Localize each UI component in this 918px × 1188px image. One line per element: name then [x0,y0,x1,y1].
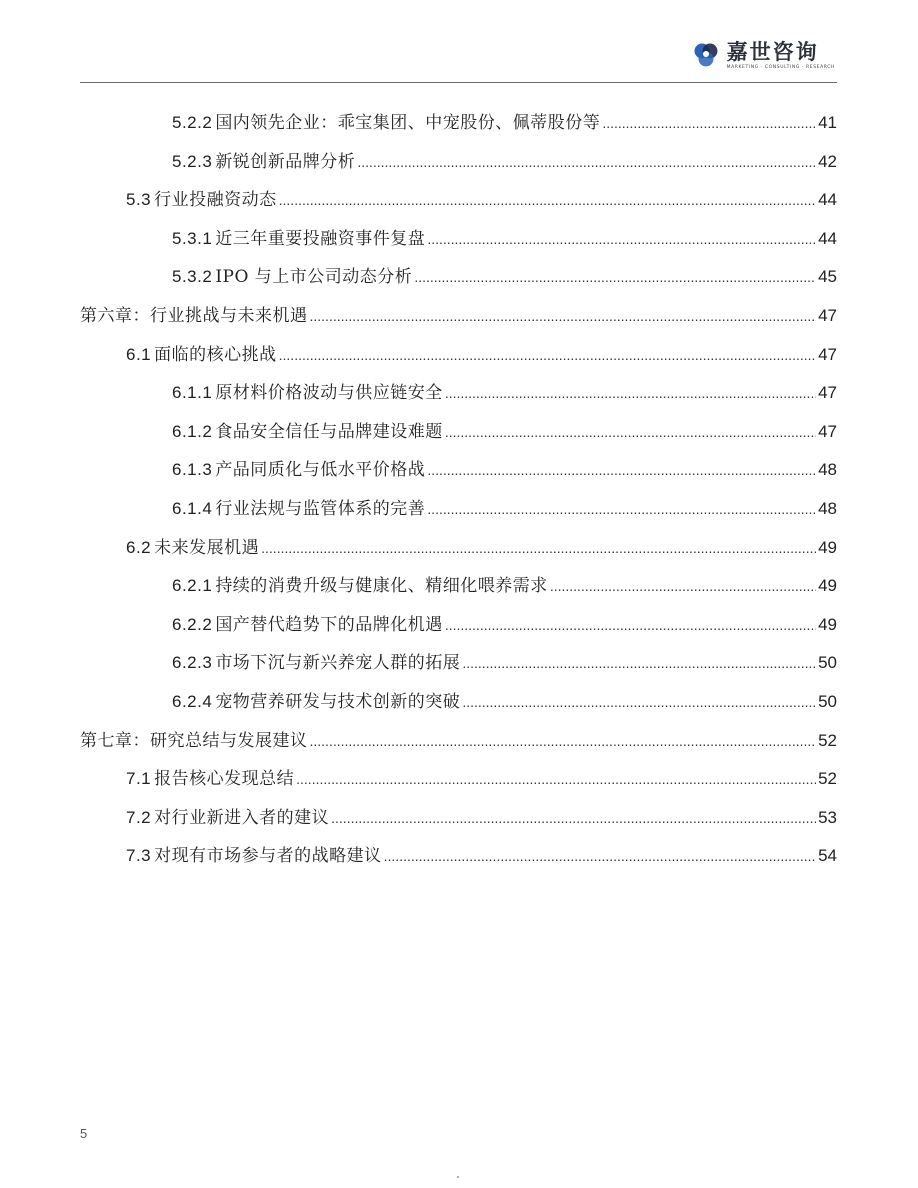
toc-leader-dots [445,413,816,452]
toc-leader-dots [310,722,817,761]
toc-entry[interactable] [80,413,837,452]
toc-entry[interactable] [80,451,837,490]
brand-logo [691,40,835,70]
toc-leader-dots [310,297,817,336]
toc-entry-title: 持续的消费升级与健康化、精细化喂养需求 [215,576,548,597]
toc-entry-label [126,529,259,568]
toc-entry[interactable] [80,336,837,375]
toc-entry-title: 行业投融资动态 [154,190,277,211]
footer-mark [457,1176,459,1178]
toc-entry-number: 6.1.4 [172,498,213,518]
toc-leader-dots [462,683,816,722]
toc-entry-number: 6.2.3 [172,653,213,673]
toc-entry[interactable] [80,837,837,876]
toc-entry-label [172,374,443,413]
toc-leader-dots [427,451,816,490]
toc-entry[interactable] [80,760,837,799]
toc-entry-page: 41 [818,113,837,132]
toc-entry-page: 54 [818,846,837,866]
toc-entry-label [126,799,329,838]
toc-entry[interactable] [80,799,837,838]
toc-leader-dots [427,490,816,529]
toc-entry[interactable] [80,258,837,297]
toc-entry[interactable] [80,181,837,220]
toc-entry-title: 对现有市场参与者的战略建议 [154,846,382,867]
toc-entry-title: IPO 与上市公司动态分析 [215,267,413,288]
toc-entry-label [172,606,443,645]
toc-entry-title: 宠物营养研发与技术创新的突破 [215,691,461,712]
toc-entry[interactable] [80,567,837,606]
toc-entry-page: 44 [818,190,837,210]
toc-entry-title: 新锐创新品牌分析 [215,151,356,172]
toc-entry-number: 6.2.2 [172,614,213,634]
toc-leader-dots [414,258,816,297]
toc-entry-page: 52 [818,730,837,750]
toc-entry-page: 50 [818,653,837,673]
toc-entry-title: 行业法规与监管体系的完善 [215,498,426,519]
toc-entry-label [80,722,308,761]
toc-entry-number: 6.1.3 [172,460,213,480]
toc-entry-title: 第六章：行业挑战与未来机遇 [80,305,308,326]
toc-entry-number: 6.2 [126,537,152,557]
toc-entry-title: 国内领先企业：乖宝集团、中宠股份、佩蒂股份等 [215,113,601,133]
toc-entry[interactable] [80,143,837,182]
toc-entry-title: 对行业新进入者的建议 [154,807,330,828]
toc-entry[interactable] [80,529,837,568]
toc-entry-page: 52 [818,769,837,789]
toc-leader-dots [357,143,816,182]
toc-entry-page: 47 [818,305,837,325]
toc-entry-label [172,644,460,683]
toc-entry[interactable] [80,644,837,683]
toc-entry[interactable] [80,104,837,143]
toc-leader-dots [296,760,816,799]
toc-entry-title: 市场下沉与新兴养宠人群的拓展 [215,653,461,674]
toc-entry[interactable] [80,374,837,413]
toc-entry-title: 未来发展机遇 [154,537,260,558]
toc-entry-number: 7.2 [126,807,152,827]
toc-entry-label [172,683,460,722]
toc-leader-dots [462,644,816,683]
toc-leader-dots [427,220,816,259]
table-of-contents [80,104,837,876]
toc-entry-page: 49 [818,576,837,596]
toc-entry-page: 47 [818,383,837,403]
toc-entry-label [172,451,425,490]
logo-name: 嘉世咨询 [726,39,819,64]
toc-entry-title: 国产替代趋势下的品牌化机遇 [215,614,443,635]
toc-entry-page: 47 [818,344,837,364]
toc-entry-label [126,760,294,799]
toc-entry-title: 面临的核心挑战 [154,344,277,365]
toc-entry-page: 42 [818,151,837,171]
toc-entry-label [172,143,355,182]
toc-entry-page: 47 [818,421,837,441]
toc-entry-number: 6.1 [126,344,152,364]
toc-leader-dots [602,104,816,143]
toc-leader-dots [279,181,816,220]
toc-entry-page: 49 [818,614,837,634]
toc-entry-number: 6.1.1 [172,383,213,403]
toc-entry-title: 产品同质化与低水平价格战 [215,460,426,481]
toc-entry-number: 5.3.2 [172,267,213,287]
toc-entry-number: 5.3.1 [172,228,213,248]
toc-entry-number: 6.2.1 [172,576,213,596]
toc-leader-dots [279,336,816,375]
toc-entry-label [126,181,277,220]
toc-entry-page: 48 [818,460,837,480]
toc-entry-number: 6.2.4 [172,691,213,711]
toc-entry-label [172,258,412,297]
toc-leader-dots [261,529,816,568]
toc-entry-label [172,567,548,606]
toc-entry-title: 原材料价格波动与供应链安全 [215,383,443,404]
toc-entry-label [172,220,425,259]
jiashi-logo-icon [691,40,721,70]
toc-entry-label [172,490,425,529]
toc-entry-number: 5.2.2 [172,113,213,132]
toc-entry-label [80,297,308,336]
toc-entry-page: 44 [818,228,837,248]
toc-entry-page: 48 [818,498,837,518]
toc-entry[interactable] [80,722,837,761]
toc-entry-label [172,413,443,452]
toc-entry-page: 45 [818,267,837,287]
toc-leader-dots [384,837,816,876]
toc-entry-page: 50 [818,691,837,711]
logo-tagline: MARKETING · CONSULTING · RESEARCH [726,64,835,70]
toc-leader-dots [331,799,816,838]
toc-entry-title: 报告核心发现总结 [154,769,295,790]
toc-entry-label [126,336,277,375]
toc-entry-page: 53 [818,807,837,827]
toc-leader-dots [550,567,816,606]
toc-entry[interactable] [80,606,837,645]
toc-entry-number: 5.3 [126,190,152,210]
toc-leader-dots [445,374,816,413]
toc-entry[interactable] [80,220,837,259]
toc-entry-label [172,104,600,143]
toc-entry[interactable] [80,490,837,529]
page-header [80,30,837,83]
toc-entry[interactable] [80,683,837,722]
toc-entry-title: 近三年重要投融资事件复盘 [215,228,426,249]
toc-entry-number: 7.3 [126,846,152,866]
toc-entry-number: 7.1 [126,769,152,789]
toc-entry[interactable] [80,297,837,336]
toc-entry-number: 6.1.2 [172,421,213,441]
toc-entry-title: 第七章：研究总结与发展建议 [80,730,308,751]
toc-entry-page: 49 [818,537,837,557]
toc-entry-number: 5.2.3 [172,151,213,171]
toc-entry-label [126,837,382,876]
toc-leader-dots [445,606,816,645]
toc-entry-title: 食品安全信任与品牌建设难题 [215,421,443,442]
page-number: 5 [80,1126,88,1141]
